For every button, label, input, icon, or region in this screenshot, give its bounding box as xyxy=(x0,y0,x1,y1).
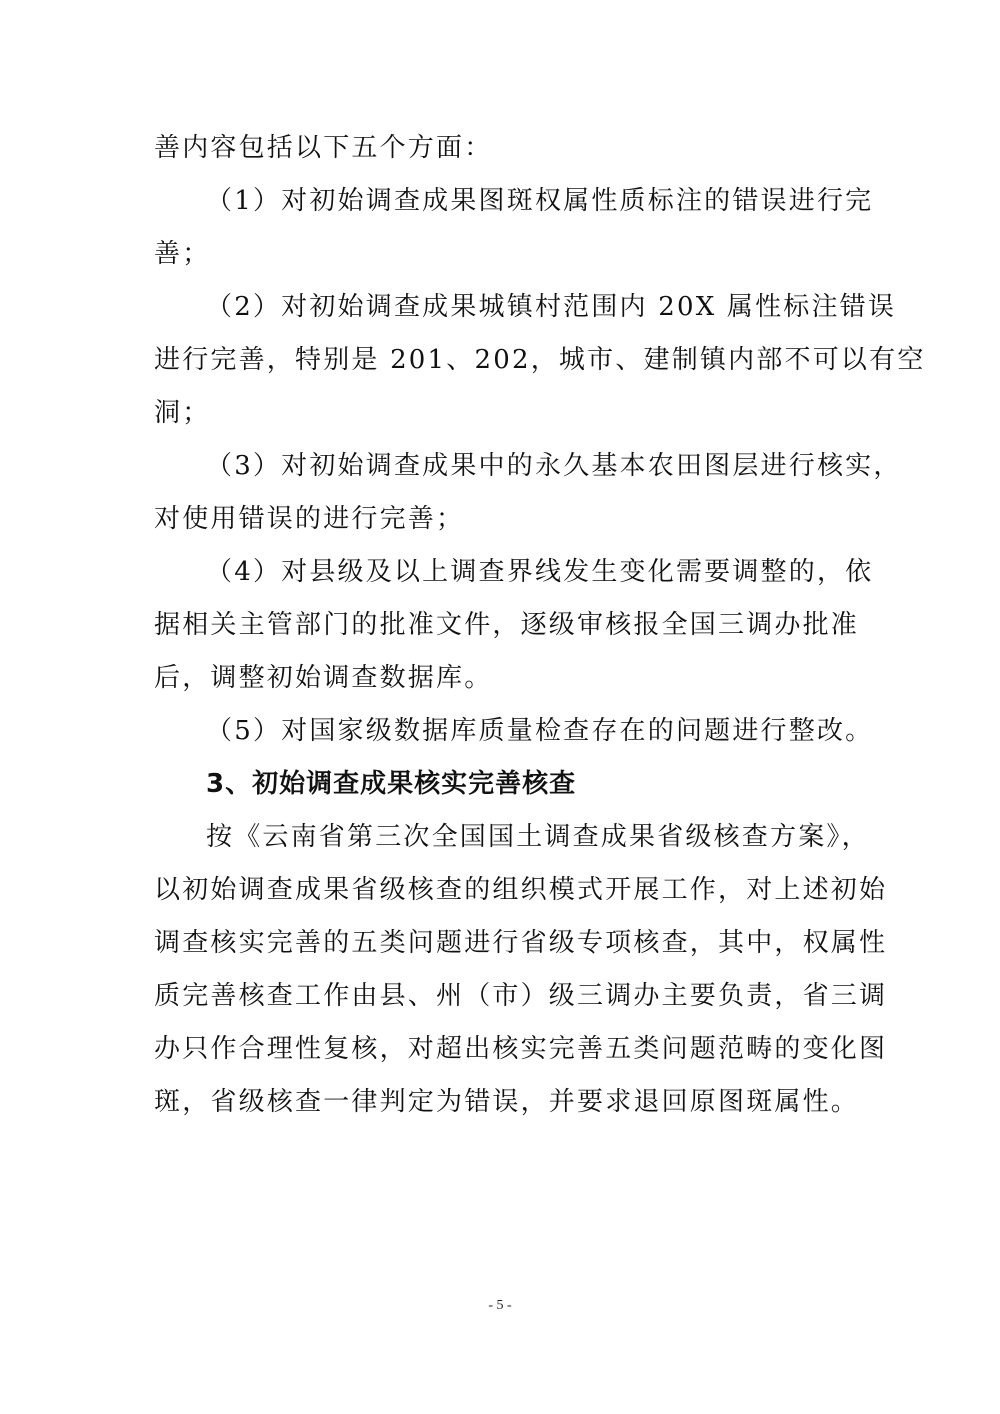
list-item-1-line-1: （1）对初始调查成果图斑权属性质标注的错误进行完 xyxy=(206,186,874,216)
list-item-4-line-2: 据相关主管部门的批准文件，逐级审核报全国三调办批准 xyxy=(154,610,860,640)
paragraph-2-line-1: 按《云南省第三次全国国土调查成果省级核查方案》， xyxy=(206,822,870,852)
paragraph-2-line-5: 办只作合理性复核，对超出核实完善五类问题范畴的变化图 xyxy=(154,1034,888,1064)
list-item-2-line-3: 洞； xyxy=(154,398,211,428)
list-item-3-line-1: （3）对初始调查成果中的永久基本农田图层进行核实， xyxy=(206,451,902,481)
list-item-4-line-3: 后，调整初始调查数据库。 xyxy=(154,663,493,693)
paragraph-line-1: 善内容包括以下五个方面： xyxy=(154,133,493,163)
list-item-3-line-2: 对使用错误的进行完善； xyxy=(154,504,465,534)
paragraph-2-line-3: 调查核实完善的五类问题进行省级专项核查，其中，权属性 xyxy=(154,928,888,958)
list-item-1-line-2: 善； xyxy=(154,239,211,269)
list-item-4-line-1: （4）对县级及以上调查界线发生变化需要调整的，依 xyxy=(206,557,874,587)
page-number: - 5 - xyxy=(488,1298,512,1313)
list-item-2-line-2: 进行完善，特别是 201、202，城市、建制镇内部不可以有空 xyxy=(154,345,926,375)
list-item-2-line-1: （2）对初始调查成果城镇村范围内 20X 属性标注错误 xyxy=(206,292,897,322)
paragraph-2-line-4: 质完善核查工作由县、州（市）级三调办主要负责，省三调 xyxy=(154,981,888,1011)
list-item-5-line-1: （5）对国家级数据库质量检查存在的问题进行整改。 xyxy=(206,716,874,746)
paragraph-2-line-6: 斑，省级核查一律判定为错误，并要求退回原图斑属性。 xyxy=(154,1087,860,1117)
paragraph-2-line-2: 以初始调查成果省级核查的组织模式开展工作，对上述初始 xyxy=(154,875,888,905)
section-heading: 3、初始调查成果核实完善核查 xyxy=(206,769,577,799)
